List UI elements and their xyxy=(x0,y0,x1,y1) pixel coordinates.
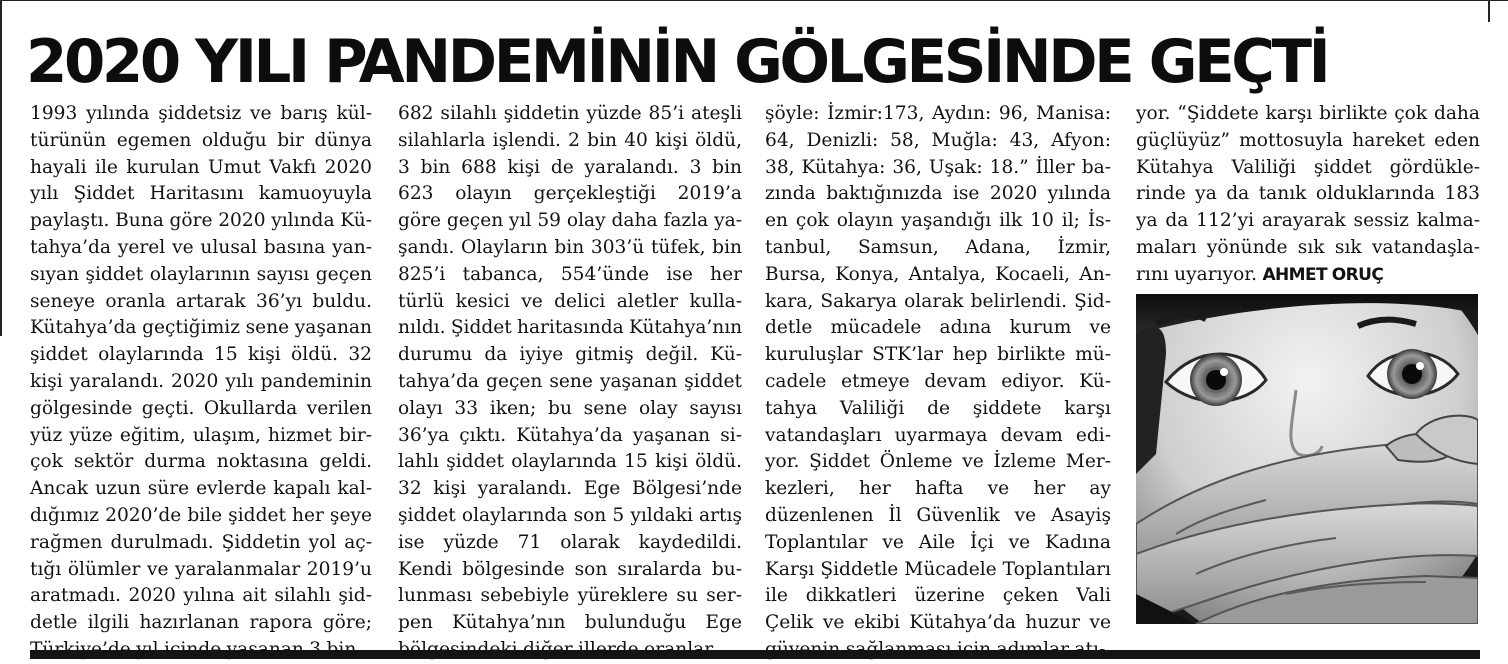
article-line: maları yönünde sık sık vatandaşla- xyxy=(1136,236,1480,258)
article-line: dığımız 2020’de bile şiddet her şeye xyxy=(30,504,372,526)
article-line: ile dikkatleri üzerine çeken Vali xyxy=(765,585,1111,607)
article-line: şandı. Olayların bin 303’ü tüfek, bin xyxy=(398,236,742,258)
article-column-1 xyxy=(30,101,372,664)
article-line: durumu da iyiye gitmiş değil. Kü- xyxy=(398,344,742,366)
article-line: 32 kişi yaralandı. Ege Bölgesi’nde xyxy=(398,478,742,500)
article-line: detle ilgili hazırlanan rapora göre; xyxy=(30,612,372,634)
article-line: 64, Denizli: 58, Muğla: 43, Afyon: xyxy=(765,129,1111,151)
article-line: Karşı Şiddetle Mücadele Toplantıları xyxy=(765,558,1111,580)
article-line-text: rını uyarıyor. xyxy=(1136,263,1258,285)
article-column-3 xyxy=(765,101,1111,664)
article-line: Toplantılar ve Aile İçi ve Kadına xyxy=(765,531,1111,553)
article-line: seneye oranla artarak 36’yı buldu. xyxy=(30,290,372,312)
article-line: 623 olayın gerçekleştiği 2019’a xyxy=(398,183,742,205)
article-line: yor. “Şiddete karşı birlikte çok daha xyxy=(1136,103,1480,124)
byline: AHMET ORUÇ xyxy=(1262,264,1384,285)
article-line: tanbul, Samsun, Adana, İzmir, xyxy=(765,236,1111,258)
article-line: şiddet olaylarında son 5 yıldaki artış xyxy=(398,504,742,526)
article-line: şöyle: İzmir:173, Aydın: 96, Manisa: xyxy=(765,103,1111,124)
woman-eyes-mouth-covered-photo xyxy=(1136,294,1478,624)
article-line: detle mücadele adına kurum ve xyxy=(765,317,1111,339)
article-column-2 xyxy=(398,101,742,664)
photo-illustration xyxy=(1136,294,1478,624)
article-line xyxy=(1136,262,1480,289)
article-line: türlü kesici ve delici aletler kulla- xyxy=(398,290,742,312)
article-line: zında baktığınızda ise 2020 yılında xyxy=(765,183,1111,205)
article-line: tahya’da geçen sene yaşanan şiddet xyxy=(398,370,742,392)
article-line: düzenlenen İl Güvenlik ve Asayiş xyxy=(765,504,1111,526)
article-line: ise yüzde 71 olarak kaydedildi. xyxy=(398,531,742,553)
headline: 2020 YILI PANDEMİNİN GÖLGESİNDE GEÇTİ xyxy=(26,27,1328,97)
right-border-tick xyxy=(1488,0,1490,22)
article-line: 682 silahlı şiddetin yüzde 85’i ateşli xyxy=(398,103,742,124)
article-line: vatandaşları uyarmaya devam edi- xyxy=(765,424,1111,446)
article-line: rağmen durulmadı. Şiddetin yol aç- xyxy=(30,531,372,553)
article-line: 38, Kütahya: 36, Uşak: 18.” İller ba- xyxy=(765,156,1111,178)
article-line: olayı 33 iken; bu sene olay sayısı xyxy=(398,397,742,419)
article-line: gölgesinde geçti. Okullarda verilen xyxy=(30,397,372,419)
article-line: göre geçen yıl 59 olay daha fazla ya- xyxy=(398,210,742,232)
article-line: Kütahya Valiliği şiddet gördükle- xyxy=(1136,156,1480,178)
article-line: kezleri, her hafta ve her ay xyxy=(765,478,1111,500)
article-line: Bursa, Konya, Antalya, Kocaeli, An- xyxy=(765,263,1111,285)
article-line: Ancak uzun süre evlerde kapalı kal- xyxy=(30,478,372,500)
article-line: rinde ya da tanık olduklarında 183 xyxy=(1136,183,1480,205)
article-line: tahya Valiliği de şiddete karşı xyxy=(765,397,1111,419)
article-line: sıyan şiddet olaylarının sayısı geçen xyxy=(30,263,372,285)
article-line: tığı ölümler ve yaralanmalar 2019’u xyxy=(30,558,372,580)
article-column-4 xyxy=(1136,101,1480,289)
article-line: tahya’da yerel ve ulusal basına yan- xyxy=(30,236,372,258)
article-line: kara, Sakarya olarak belirlendi. Şid- xyxy=(765,290,1111,312)
article-line: silahlarla işlendi. 2 bin 40 kişi öldü, xyxy=(398,129,742,151)
article-line: pen Kütahya’nın bulunduğu Ege xyxy=(398,612,742,634)
article-line: Kendi bölgesinde son sıralarda bu- xyxy=(398,558,742,580)
article-line: nıldı. Şiddet haritasında Kütahya’nın xyxy=(398,317,742,339)
article-line: şiddet olaylarında 15 kişi öldü. 32 xyxy=(30,344,372,366)
article-line: lunması sebebiyle yüreklere su ser- xyxy=(398,585,742,607)
article-line: kişi yaralandı. 2020 yılı pandeminin xyxy=(30,370,372,392)
article-line: cadele etmeye devam ediyor. Kü- xyxy=(765,370,1111,392)
article-line: hayali ile kurulan Umut Vakfı 2020 xyxy=(30,156,372,178)
article-line: Çelik ve ekibi Kütahya’da huzur ve xyxy=(765,612,1111,634)
article-line: yılı Şiddet Haritasını kamuoyuyla xyxy=(30,183,372,205)
article-line: Kütahya’da geçtiğimiz sene yaşanan xyxy=(30,317,372,339)
article-line: güçlüyüz” mottosuyla hareket eden xyxy=(1136,129,1480,151)
article-line: paylaştı. Buna göre 2020 yılında Kü- xyxy=(30,210,372,232)
bottom-border xyxy=(30,650,1480,659)
article-line: 36’ya çıktı. Kütahya’da yaşanan si- xyxy=(398,424,742,446)
article-line: ya da 112’yi arayarak sessiz kalma- xyxy=(1136,210,1480,232)
article-line: kuruluşlar STK’lar hep birlikte mü- xyxy=(765,344,1111,366)
article-line: yüz yüze eğitim, ulaşım, hizmet bir- xyxy=(30,424,372,446)
article-line: en çok olayın yaşandığı ilk 10 il; İs- xyxy=(765,210,1111,232)
article-line: türünün egemen olduğu bir dünya xyxy=(30,129,372,151)
left-border-line xyxy=(0,0,2,336)
article-line: 825’i tabanca, 554’ünde ise her xyxy=(398,263,742,285)
article-line: aratmadı. 2020 yılına ait silahlı şid- xyxy=(30,585,372,607)
article-line: yor. Şiddet Önleme ve İzleme Mer- xyxy=(765,451,1111,473)
article-line: lahlı şiddet olaylarında 15 kişi öldü. xyxy=(398,451,742,473)
article-line: 1993 yılında şiddetsiz ve barış kül- xyxy=(30,103,372,124)
article-line: 3 bin 688 kişi de yaralandı. 3 bin xyxy=(398,156,742,178)
top-border-line xyxy=(0,0,1508,1)
top-border xyxy=(0,0,1508,8)
article-line: çok sektör durma noktasına geldi. xyxy=(30,451,372,473)
